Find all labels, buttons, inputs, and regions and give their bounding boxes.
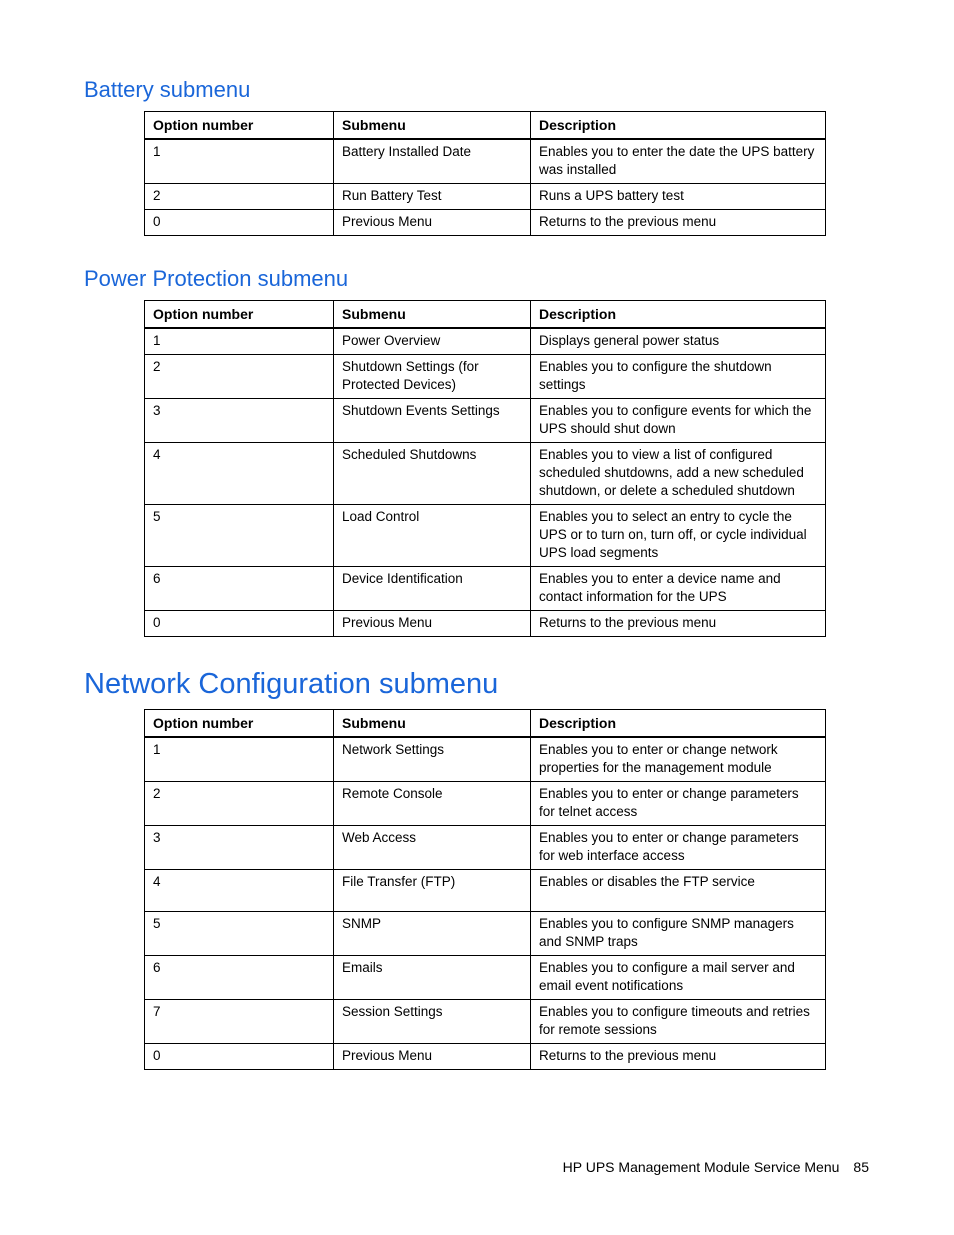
battery-submenu-heading: Battery submenu [84,77,251,102]
option-number-cell: 7 [145,1000,334,1044]
description-cell: Enables you to enter a device name and contact information for the UPS [531,567,826,611]
column-header-submenu: Submenu [334,112,531,140]
column-header-submenu: Submenu [334,710,531,738]
table-row [145,210,826,236]
column-header-description: Description [531,301,826,329]
description-cell: Enables you to configure timeouts and retries for remote sessions [531,1000,826,1044]
description-cell: Enables or disables the FTP service [531,870,826,912]
footer-document-title: HP UPS Management Module Service Menu [562,1159,840,1175]
table-row [145,505,826,567]
submenu-cell: Network Settings [334,737,531,782]
description-cell: Displays general power status [531,328,826,355]
page-number: 85 [853,1159,869,1175]
description-cell: Enables you to configure SNMP managers and SNMP traps [531,912,826,956]
option-number-cell: 6 [145,567,334,611]
description-cell: Enables you to configure a mail server and email event notifications [531,956,826,1000]
column-header-option-number: Option number [145,301,334,329]
table-row [145,912,826,956]
description-cell: Runs a UPS battery test [531,184,826,210]
column-header-description: Description [531,112,826,140]
description-cell: Enables you to enter or change parameters for telnet access [531,782,826,826]
description-cell: Enables you to select an entry to cycle the UPS or to turn on, turn off, or cycle individual UPS load segments [531,505,826,567]
column-header-submenu: Submenu [334,301,531,329]
submenu-cell: File Transfer (FTP) [334,870,531,912]
column-header-option-number: Option number [145,112,334,140]
table-row [145,782,826,826]
submenu-cell: Emails [334,956,531,1000]
column-header-description: Description [531,710,826,738]
table-row [145,328,826,355]
submenu-cell: Session Settings [334,1000,531,1044]
power-protection-submenu-table [144,300,826,637]
table-row [145,184,826,210]
option-number-cell: 3 [145,826,334,870]
column-header-option-number: Option number [145,710,334,738]
table-row [145,139,826,184]
submenu-cell: Previous Menu [334,210,531,236]
submenu-cell: Remote Console [334,782,531,826]
option-number-cell: 0 [145,210,334,236]
submenu-cell: Shutdown Events Settings [334,399,531,443]
table-row [145,1000,826,1044]
option-number-cell: 6 [145,956,334,1000]
table-row [145,737,826,782]
submenu-cell: SNMP [334,912,531,956]
description-cell: Enables you to enter the date the UPS battery was installed [531,139,826,184]
submenu-cell: Previous Menu [334,1044,531,1070]
submenu-cell: Run Battery Test [334,184,531,210]
option-number-cell: 5 [145,912,334,956]
option-number-cell: 1 [145,139,334,184]
submenu-cell: Device Identification [334,567,531,611]
submenu-cell: Previous Menu [334,611,531,637]
table-row [145,443,826,505]
power-protection-submenu-heading: Power Protection submenu [84,266,349,291]
table-row [145,826,826,870]
submenu-cell: Web Access [334,826,531,870]
battery-submenu-table [144,111,826,236]
network-configuration-submenu-heading: Network Configuration submenu [84,668,499,700]
submenu-cell: Power Overview [334,328,531,355]
option-number-cell: 4 [145,443,334,505]
option-number-cell: 2 [145,355,334,399]
submenu-cell: Battery Installed Date [334,139,531,184]
description-cell: Enables you to enter or change network properties for the management module [531,737,826,782]
table-row [145,611,826,637]
page-footer [563,1159,869,1175]
description-cell: Enables you to view a list of configured scheduled shutdowns, add a new scheduled shutdown, or delete a scheduled shutdown [531,443,826,505]
table-row [145,1044,826,1070]
table-row [145,355,826,399]
option-number-cell: 4 [145,870,334,912]
option-number-cell: 0 [145,611,334,637]
network-configuration-submenu-table [144,709,826,1070]
description-cell: Enables you to configure the shutdown settings [531,355,826,399]
description-cell: Enables you to configure events for which the UPS should shut down [531,399,826,443]
table-row [145,956,826,1000]
description-cell: Enables you to enter or change parameters for web interface access [531,826,826,870]
description-cell: Returns to the previous menu [531,210,826,236]
option-number-cell: 1 [145,737,334,782]
description-cell: Returns to the previous menu [531,1044,826,1070]
submenu-cell: Load Control [334,505,531,567]
option-number-cell: 0 [145,1044,334,1070]
option-number-cell: 2 [145,184,334,210]
table-row [145,399,826,443]
description-cell: Returns to the previous menu [531,611,826,637]
table-row [145,870,826,912]
submenu-cell: Scheduled Shutdowns [334,443,531,505]
submenu-cell: Shutdown Settings (for Protected Devices) [334,355,531,399]
option-number-cell: 5 [145,505,334,567]
option-number-cell: 1 [145,328,334,355]
table-row [145,567,826,611]
option-number-cell: 2 [145,782,334,826]
option-number-cell: 3 [145,399,334,443]
